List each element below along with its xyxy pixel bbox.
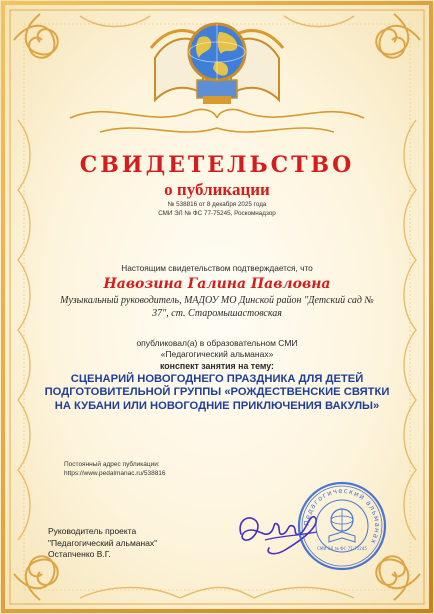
signatory-name: Остапченко В.Г. <box>48 549 111 559</box>
url-label: Постоянный адрес публикации: <box>64 461 160 468</box>
confirm-text: Настоящим свидетельством подтверждается, что <box>121 263 313 273</box>
signatory-project: "Педагогический альманах" <box>48 537 158 548</box>
stamp-outer-text: Педагогический альманах <box>302 486 382 546</box>
official-stamp <box>296 480 388 572</box>
author-position: Музыкальный руководитель, МАДОУ МО Динской район "Детский сад № 37", ст. Старомышастовская <box>60 295 374 319</box>
author-name: Навозина Галина Павловна <box>103 276 331 292</box>
topic-label: конспект занятия на тему: <box>160 361 274 371</box>
publication-url[interactable]: https://www.pedalmanac.ru/538816 <box>64 470 166 477</box>
certificate-number: № 538816 от 8 декабря 2025 года <box>167 201 267 208</box>
certificate-subtitle: о публикации <box>164 180 270 199</box>
published-line-2: «Педагогический альманах» <box>160 349 274 359</box>
signatory-block <box>48 526 157 561</box>
certificate-title: СВИДЕТЕЛЬСТВО <box>79 152 355 178</box>
signatory-role: Руководитель проекта <box>48 526 137 536</box>
publication-address <box>64 460 166 478</box>
published-in <box>20 338 414 360</box>
published-line-1: опубликовал(а) в образовательном СМИ <box>136 338 298 348</box>
publication-topic: СЦЕНАРИЙ НОВОГОДНЕГО ПРАЗДНИКА ДЛЯ ДЕТЕЙ ПОДГОТОВИТЕЛЬНОЙ ГРУППЫ «РОЖДЕСТВЕНСКИЕ СВЯТКИ НА КУБАНИ ИЛИ НОВОГОДНИЕ ПРИКЛЮЧЕНИЯ ВАКУЛЫ» <box>44 373 390 412</box>
registration-line: СМИ ЭЛ № ФС 77-75245, Роскомнадзор <box>158 210 276 217</box>
stamp-inner-text: СМИ ЭЛ № ФС 77-75245 <box>317 546 367 551</box>
globe-book-emblem <box>147 8 287 108</box>
